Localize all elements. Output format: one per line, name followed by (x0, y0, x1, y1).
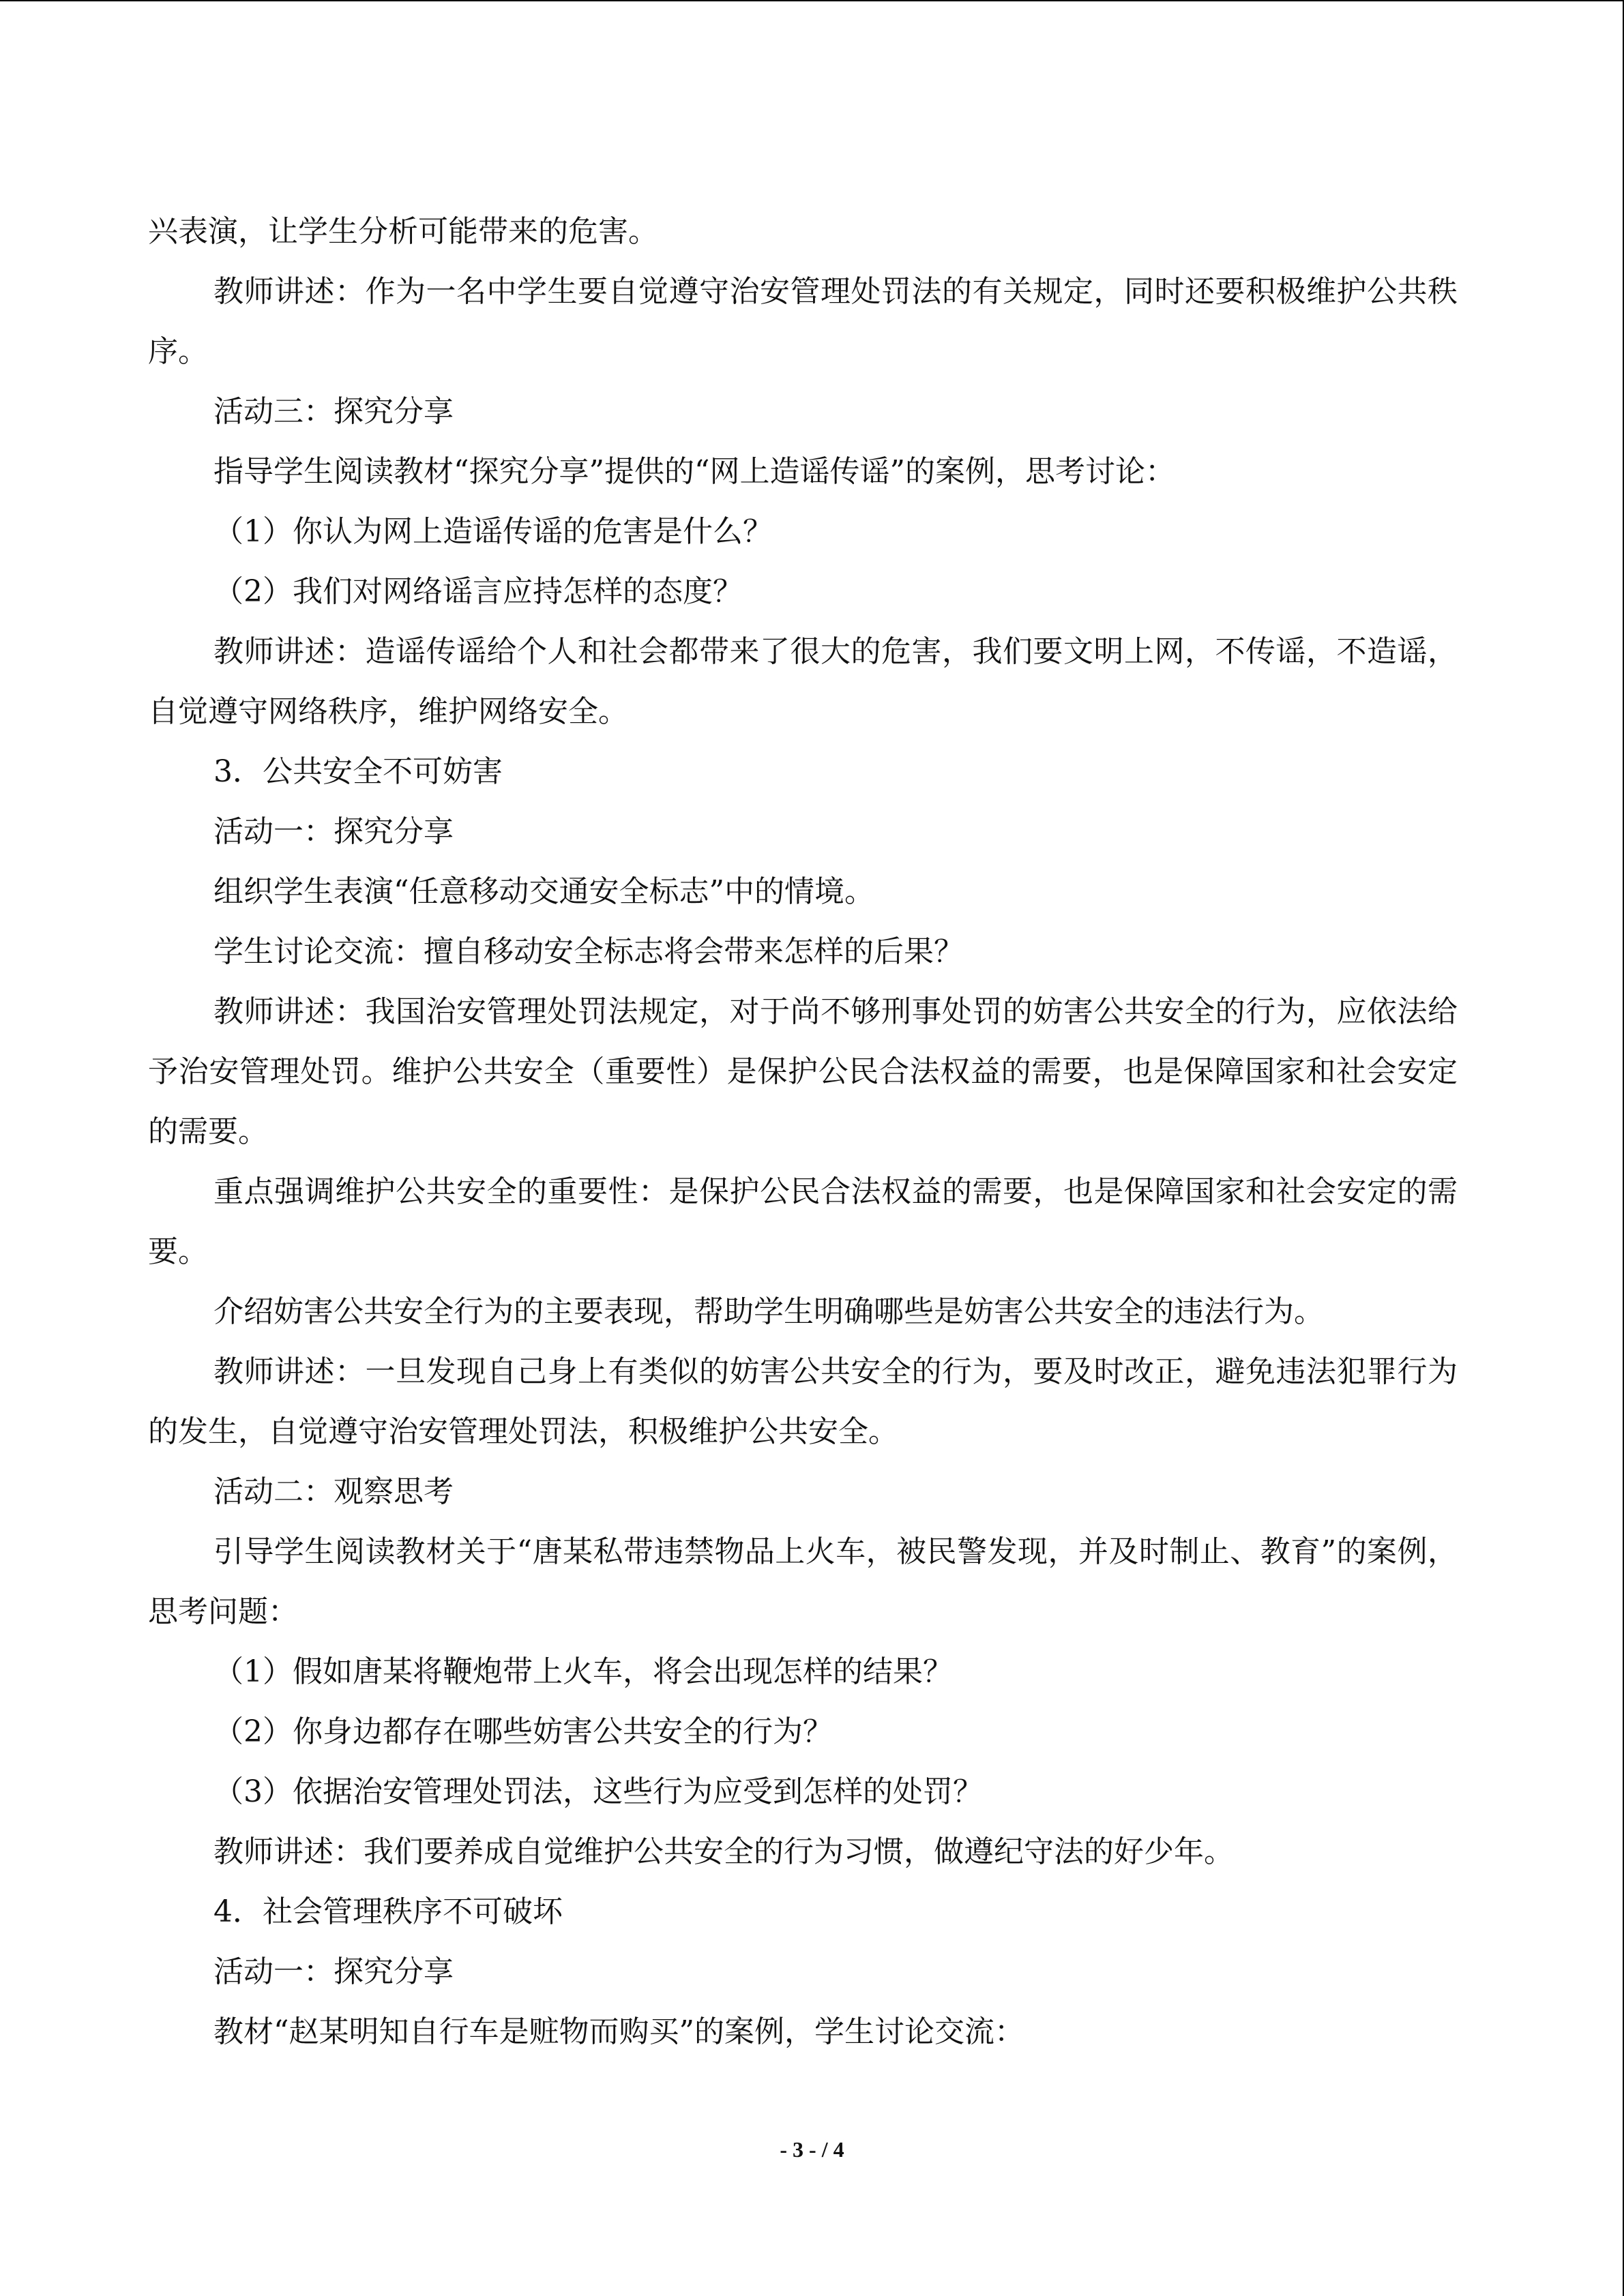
paragraph-teacher-remark: 教师讲述：造谣传谣给个人和社会都带来了很大的危害，我们要文明上网，不传谣，不造谣，自觉遵守网络秩序，维护网络安全。 (148, 634, 1458, 729)
activity-heading: 活动三：探究分享 (213, 394, 454, 429)
paragraph-instruction: 引导学生阅读教材关于“唐某私带违禁物品上火车，被民警发现，并及时制止、教育”的案例，思考问题： (148, 1534, 1458, 1629)
page-number: - 3 - / 4 (780, 2137, 844, 2162)
section-heading: 4．社会管理秩序不可破坏 (213, 1894, 563, 1929)
paragraph-emphasis: 重点强调维护公共安全的重要性：是保护公民合法权益的需要，也是保障国家和社会安定的需要。 (148, 1174, 1458, 1269)
paragraph-teacher-remark: 教师讲述：我国治安管理处罚法规定，对于尚不够刑事处罚的妨害公共安全的行为，应依法给予治安管理处罚。维护公共安全（重要性）是保护公民合法权益的需要，也是保障国家和社会安定的需要。 (148, 994, 1458, 1149)
activity-heading: 活动二：观察思考 (213, 1474, 454, 1509)
activity-heading: 活动一：探究分享 (213, 1954, 454, 1989)
paragraph-discussion: 学生讨论交流：擅自移动安全标志将会带来怎样的后果？ (213, 934, 964, 969)
activity-heading: 活动一：探究分享 (213, 814, 454, 849)
paragraph-instruction: 介绍妨害公共安全行为的主要表现，帮助学生明确哪些是妨害公共安全的违法行为。 (213, 1294, 1324, 1329)
question-item: （2）我们对网络谣言应持怎样的态度？ (213, 574, 743, 609)
question-item: （2）你身边都存在哪些妨害公共安全的行为？ (213, 1714, 833, 1749)
section-heading: 3．公共安全不可妨害 (213, 754, 503, 789)
document-body (148, 202, 1458, 2062)
question-item: （1）假如唐某将鞭炮带上火车，将会出现怎样的结果？ (213, 1654, 953, 1689)
paragraph-teacher-remark: 教师讲述：我们要养成自觉维护公共安全的行为习惯，做遵纪守法的好少年。 (213, 1834, 1234, 1869)
paragraph-teacher-remark: 教师讲述：作为一名中学生要自觉遵守治安管理处罚法的有关规定，同时还要积极维护公共秩序。 (148, 274, 1458, 369)
question-item: （3）依据治安管理处罚法，这些行为应受到怎样的处罚？ (213, 1774, 983, 1809)
paragraph-instruction: 指导学生阅读教材“探究分享”提供的“网上造谣传谣”的案例，思考讨论： (213, 454, 1175, 489)
question-item: （1）你认为网上造谣传谣的危害是什么？ (213, 514, 773, 549)
paragraph-continuation: 兴表演，让学生分析可能带来的危害。 (148, 214, 658, 249)
paragraph-instruction: 教材“赵某明知自行车是赃物而购买”的案例，学生讨论交流： (213, 2014, 1024, 2049)
paragraph-teacher-remark: 教师讲述：一旦发现自己身上有类似的妨害公共安全的行为，要及时改正，避免违法犯罪行为的发生，自觉遵守治安管理处罚法，积极维护公共安全。 (148, 1354, 1458, 1449)
paragraph-instruction: 组织学生表演“任意移动交通安全标志”中的情境。 (213, 874, 874, 909)
